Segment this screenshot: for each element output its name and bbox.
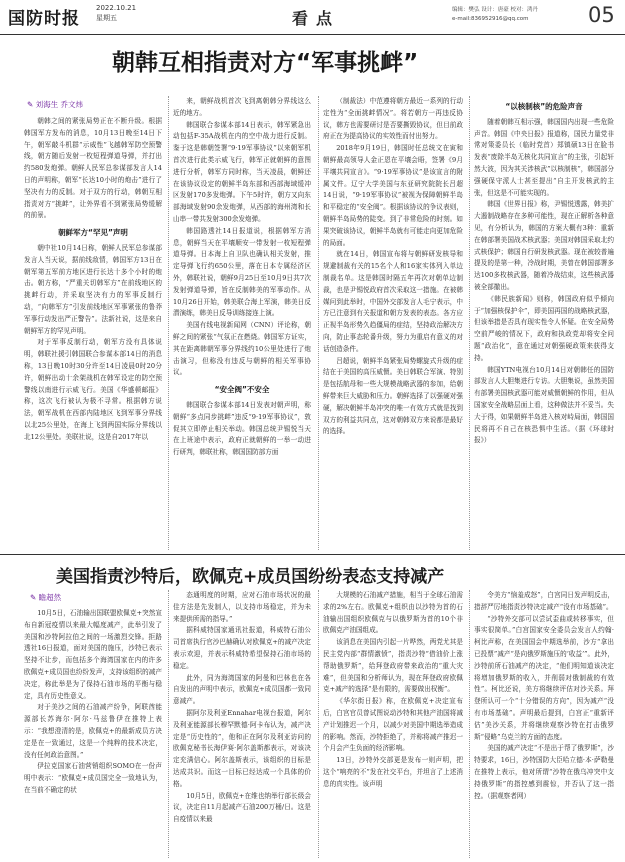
issue-date: 2022.10.21: [96, 4, 137, 12]
masthead: [0, 0, 625, 34]
article1-headline: 朝韩互相指责对方“军事挑衅”: [112, 50, 419, 76]
paragraph: 据阿尔及利亚Ennahar电视台报道，阿尔及利亚能源部长穆罕默德·阿卡布认为，减产决定是“历史性的”，他和正在阿尔及利亚访问的欧佩克秘书长海伊赛·阿尔盖斯都表示，对该决定充满信心。阿尔盖斯表示，该组织的目标是达成共识。而这一目标已经达成一个具体的价格。: [173, 708, 311, 788]
section-title: 看点: [292, 9, 341, 28]
pen-icon: ✎: [27, 100, 36, 109]
paragraph: 13日，沙特外交部更是发布一则声明，把这个“响亮的不”发在社交平台，并坦言了上述消息的真实性。该声明: [323, 756, 463, 788]
paragraph: 伊拉克国家石油营销组织SOMO在一份声明中表示：“欧佩克+成员国完全一致地认为，在当前不确定的状: [24, 762, 162, 794]
column-divider: [318, 96, 319, 550]
paragraph: 10月5日，石油输出国联盟欧佩克+突然宣布自新冠疫情以来最大幅度减产，此举引发了美国和沙特阿拉伯之间的一场激烈交锋。拒路透社16日报道，面对美国的施压，沙特已表示坚持不让步，而包括多个海湾国家在内的许多欧佩克+成员国也纷纷发声，支持该组织的减产决定，称此举是为了保持石油市场的平衡与稳定，具有历史性意义。: [24, 609, 162, 700]
paragraph: “沙特外交部可以尝试歪曲或转移事实，但事实很简单。”白宫国家安全委员会发言人约翰·柯比声称，在美国国会中期选举前，沙方“拿出已投票”减产“是向俄罗斯施压的‘收益’”。此外，沙特前所石油减产的决定，“他们明知道该决定将增加俄罗斯的收入，并削弱对俄制裁的有效性”。柯比还说，美方将继续评估对沙关系。拜登所认可一个“十分错误的方向”，因为减产“没有市场基础”。声明最后提到，白宫正“重新评估”美沙关系，并将继续观察沙特在打击俄罗斯“侵略”乌克兰的方面的态度。: [474, 614, 614, 741]
paragraph: 该消息在美国内引起一片哗然，两党尤其是民主党内部“群情激愤”，指责沙特“借油价上涨帮助俄罗斯”，给拜登政府带来政治的“重大灾难”，但美国和分析师认为，现在拜登政府欧佩克+减产的选择“是有限的，需要做出权衡”。: [323, 638, 463, 694]
issue-date-block: [96, 3, 136, 23]
paragraph: 韩国路透社14日报道说，根据韩军方消息，朝鲜当天在平壤顺安一带发射一枚短程弹道导弹。日本海上自卫队也确认相关发射，推定导弹飞行约650公里，落在日本专属经济区外，韩联社说，朝鲜9月25日至10月9日共7次发射弹道导弹，旨在反制韩美的军事动作。从10月26日开始，韩美联合海上军演，韩美日反潜演练，韩美日反导训练接连上演。: [173, 226, 311, 318]
paragraph: 2018年9月19日，韩国时任总统文在寅和朝鲜最高领导人金正恩在平壤会晤，签署《9月平壤共同宣言》。“9·19军事协议”是该宣言的附属文件。辽宁大学美国与东亚研究院院长吕超14日说，“9·19军事协议”被视为保障朝鲜半岛和平稳定的“安全阀”。根据该协议的争议表则，朝鲜半岛局势的陡变。到了非常危险的时刻。如果突破该协议，朝鲜半岛就有可能走向更加危险的局面。: [323, 144, 463, 247]
paragraph: 大规模的石油减产措施，相当于全球石油需求的2%左右。欧佩克+组织由以沙特为首的石油输出国组织欧佩克与以俄罗斯为首的10个非欧佩克产油国组成。: [323, 591, 463, 635]
article1-byline: [27, 99, 83, 110]
column-divider: [168, 96, 169, 550]
article1-column-4: [474, 96, 614, 550]
subheading: 朝鲜军方“罕见”声明: [58, 228, 128, 238]
paragraph: 令美方“恼羞成怒”，白宫同日发声明反击，措辞严厉地指责沙特决定减产“没有市场基础”。: [474, 591, 614, 611]
paragraph: 10月5日，欧佩克+在维也纳举行部长级会议，决定自11月起减产石油200万桶/日。这是自疫情以来最: [173, 791, 311, 824]
article2-author: 瞻超然: [38, 593, 62, 602]
paragraph: 此外，同为海湾国家的阿曼和巴林也在各自发出的声明中表示，欧佩克+成员国都一致同意减产。: [173, 673, 311, 706]
pen-icon: ✎: [30, 593, 39, 602]
paragraph: 《华尔街日报》称，在欧佩克+决定宣布后，白宫官员曾试图说动沙特和其他产油国将减产计划推迟一个月，以减少对美国中期选举造成的影响。然而，沙特拒绝了，并称将减产推迟一个月会产生负面的经济影响。: [323, 697, 463, 753]
paragraph: 态通明度的时期，应对石油市场状况的最佳方法是先发制人，以支持市场稳定，并为未来提供所需的指导。”: [173, 591, 311, 623]
editor-credits: [452, 6, 538, 24]
paragraph: 就在14日，韩国宣布将与朝鲜研发核导和规避制裁有关的15名个人和16家实体列入单边制裁名单。这是韩国时隔五年再次对朝单边制裁，也是尹锡悦政府首次采取这一措施。在被韩媒问到此举时，中国外交部发言人毛宁表示，中方已注意到有关报道和朝方发表的表态。各方应正视半岛形势久趋僵局的症结，坚持政治解决方向，防止事态轮番升级，努力为重启有意义的对话创造条件。: [323, 250, 463, 353]
column-divider: [318, 590, 319, 858]
subheading: “安全阀”不安全: [214, 385, 270, 395]
editor-credits-line1: 编辑：樊弘 设计：唐豪 校对：鸿丹: [452, 7, 538, 13]
editor-credits-email: e-mail:836952916@qq.com: [452, 16, 529, 22]
paragraph: 韩国联合参谋本部14日发表对朝声明，称朝鲜“多点同步挑衅”违反“9·19军事协议”，敦促其立即停止相关举动。韩国总统尹锡悦当天在上班途中表示，政府正就朝鲜的一举一动进行研判，韩联社称，韩国国防部方面: [173, 400, 311, 457]
paragraph: 朝韩之间的紧张局势正在不断升级。根据韩国军方发布的消息，10月13日晚至14日下午，朝军敲斗机群“示威性”飞越韩军防空预警线，朝方随后发射一枚短程弹道导弹，并打出约580发炮弹。朝鲜人民军总参谋部发言人14日的声明称，朝军“长达10小时的炮击”进行了坚决有力的反制。对于双方的行动，韩朝互相指责对方“挑衅”，让外界看不到紧张局势缓解的前景。: [24, 117, 162, 220]
article2-headline: 美国指责沙特后，欧佩克+成员国纷纷表态支持减产: [56, 567, 445, 587]
paragraph: 美国的减产决定“不是出于帮了俄罗斯”，沙特要求，16日，沙特国防大臣哈立德·本·萨勒曼在推特上表示，他对所谓“沙特在俄乌冲突中支持俄罗斯”的指控感到震惊，并否认了这一指控。（据观察者网）: [474, 744, 614, 800]
paragraph: 《韩民族新闻》则称，韩国政府似乎倾向于“加强核保护伞”，即美国再国的战略核武器，但该举措是否具有现实性令人怀疑。在安全局势空前严峻的情况下，政府和执政党却将安全问题“政治化”，意在通过对朝强硬政策来获得支持。: [474, 294, 614, 362]
subheading: “以核制核”的危险声音: [505, 102, 583, 111]
masthead-rule: [0, 34, 625, 35]
paragraph: 美国有线电视新闻网（CNN）评论称，朝鲜之间的紧张“气氛正在燃烧。韩国军方证实，其在距离韩朝军事分界线约10公里处进行了炮击演习，但称没有违反与朝鲜的相关军事协议。: [173, 321, 311, 377]
paragraph: 朝中社10月14日称，朝鲜人民军总参谋部发言人当天说，据前线敌情，韩国军方13日在朝军第五军前方地区进行长达十多个小时的炮击。朝方称，“严重关切韩军方”在前线地区的挑衅行动，并采取坚决有力的军事反制行动，“向韩军方”引发前线地区军事紧张的鲁莽军事行动发出严正警告”。法新社说，这是来自朝鲜军方的罕见声明。: [24, 243, 162, 335]
paragraph: 韩国《世界日报》称，尹锡悦透露，韩美扩大遏制战略存在多种可能性，现在正解析各种意见，有分析认为，韩国的方案大概有3种：重新在韩部署美国战术核武器；美国对韩国采取北约式核保护；韩国自行研发核武器。现在被较普遍提及的是第一种，冷战时期，美曾在韩国部署多达100多枚核武器，随着冷战结束，这些核武器被全部撤出。: [474, 200, 614, 291]
paragraph: （制裁法）中范遵将朝方最近一系列的行动定性为“全面挑衅情况”。将若朝方一再违反协议，韩方也需要研讨是否要撕毁协议，但目前政府正在为提高协议的实效性而付出努力。: [323, 97, 463, 141]
paragraph: 韩国YTN电视台10月14日对朝韩任的国防部发言人大胆集进行专访。大胆集说，虽然美国有部署美国核武器可能对威慑朝鲜的作用，但从国家安全战略层面上看，这种做法并不妥当。失大于得，如果朝鲜半岛进入核对峙局面，韩国国民将再不自己在核恐惧中生活。（据《环球时报》）: [474, 365, 614, 445]
article1-column-2: [173, 96, 311, 550]
article-divider: [0, 554, 625, 555]
page-number: 05: [588, 3, 615, 27]
paragraph: 对于军事反制行动，朝军方没有具体说明，韩联社援引韩国联合参谋本部14日的消息称，13日晚10时30分许至14日凌晨0时20分许，朝鲜出动十余架战机在韩军设定的防空预警线以南进行示威飞行。美国《华盛顿邮报》称，这次飞行被认为极不寻常。根据韩方说法，朝军战机在西部内陆地区飞到军事分界线以北25公里处，在海上飞到两国实际分界线以北12公里处。美联社说，这是自2017年以: [24, 338, 162, 441]
article2-column-1: [24, 608, 162, 858]
column-divider: [469, 96, 470, 550]
paragraph: 来，朝鲜战机首次飞到离朝韩分界线这么近的地方。: [173, 97, 311, 117]
issue-weekday: 星期五: [96, 14, 117, 22]
column-divider: [168, 590, 169, 858]
article2-byline: [30, 592, 61, 603]
paragraph: 据科威特国家通讯社报道，科威特石油公司首席执行官沙巴赫确认对欧佩克+的减产决定表示欢迎，并表示科威特希望保持石油市场的稳定。: [173, 626, 311, 670]
article1-author: 刘海生 乔文炜: [35, 100, 84, 109]
article2-column-2: [173, 590, 311, 858]
paragraph: 随着朝韩互相示强，韩国国内出现一些危险声音。韩国《中央日报》报道称，国民力量党非常对策委员长（临时党首）郑镇硕13日在脸书发表“废除半岛无核化共同宣言”的主张，引起轩然大波，因为其关涉核武”以核制核”，韩国部分强硬保守派人士甚至提出“自主开发核武的主张，但这是不可能实现的。: [474, 117, 614, 197]
paragraph: 对于美沙之间的石油减产纷争，阿联酋能源部长苏海尔·阿尔·马兹鲁伊在推特上表示：“我想澄清的是，欧佩克+的最新成员方决定是在一致通过，这是一个纯粹的技术决定，没有任何政治意图。”: [24, 703, 162, 759]
paragraph: 吕超说，朝鲜半岛紧张局势螺旋式升级的症结在于美国的高压威慑。美日韩联合军演、特别是包括航母和一些大规模战略武器的参加，给朝鲜带来巨大威胁和压力。朝鲜选择了以强硬对强硬，解决朝鲜半岛冲突的唯一有效方式就是找到双方的利益共同点，这对朝韩双方来说都是最好的选择。: [323, 356, 463, 436]
column-divider: [469, 590, 470, 858]
article2-column-3: [323, 590, 463, 858]
article2-column-4: [474, 590, 614, 858]
article1-column-3: [323, 96, 463, 550]
paragraph: 韩国联合参谋本部14日表示，韩军紧急出动包括F-35A战机在内的空中战力进行反制。鉴于这是韩朝签署“9·19军事协议”以来朝军机首次进行此类示威飞行，韩军正就朝鲜的意图进行分析，韩军方同时称，当天凌晨，朝鲜还在该协议设定的朝鲜半岛东部和西部海域缓冲区发射170多发炮弹。下午5时许，朝方又向东部海域发射90余发炮弹，从西部的海州湾和长山串一带共发射300余发炮弹。: [173, 120, 311, 223]
article1-column-1: [24, 116, 162, 550]
newspaper-logo: 国防时报: [8, 9, 80, 29]
